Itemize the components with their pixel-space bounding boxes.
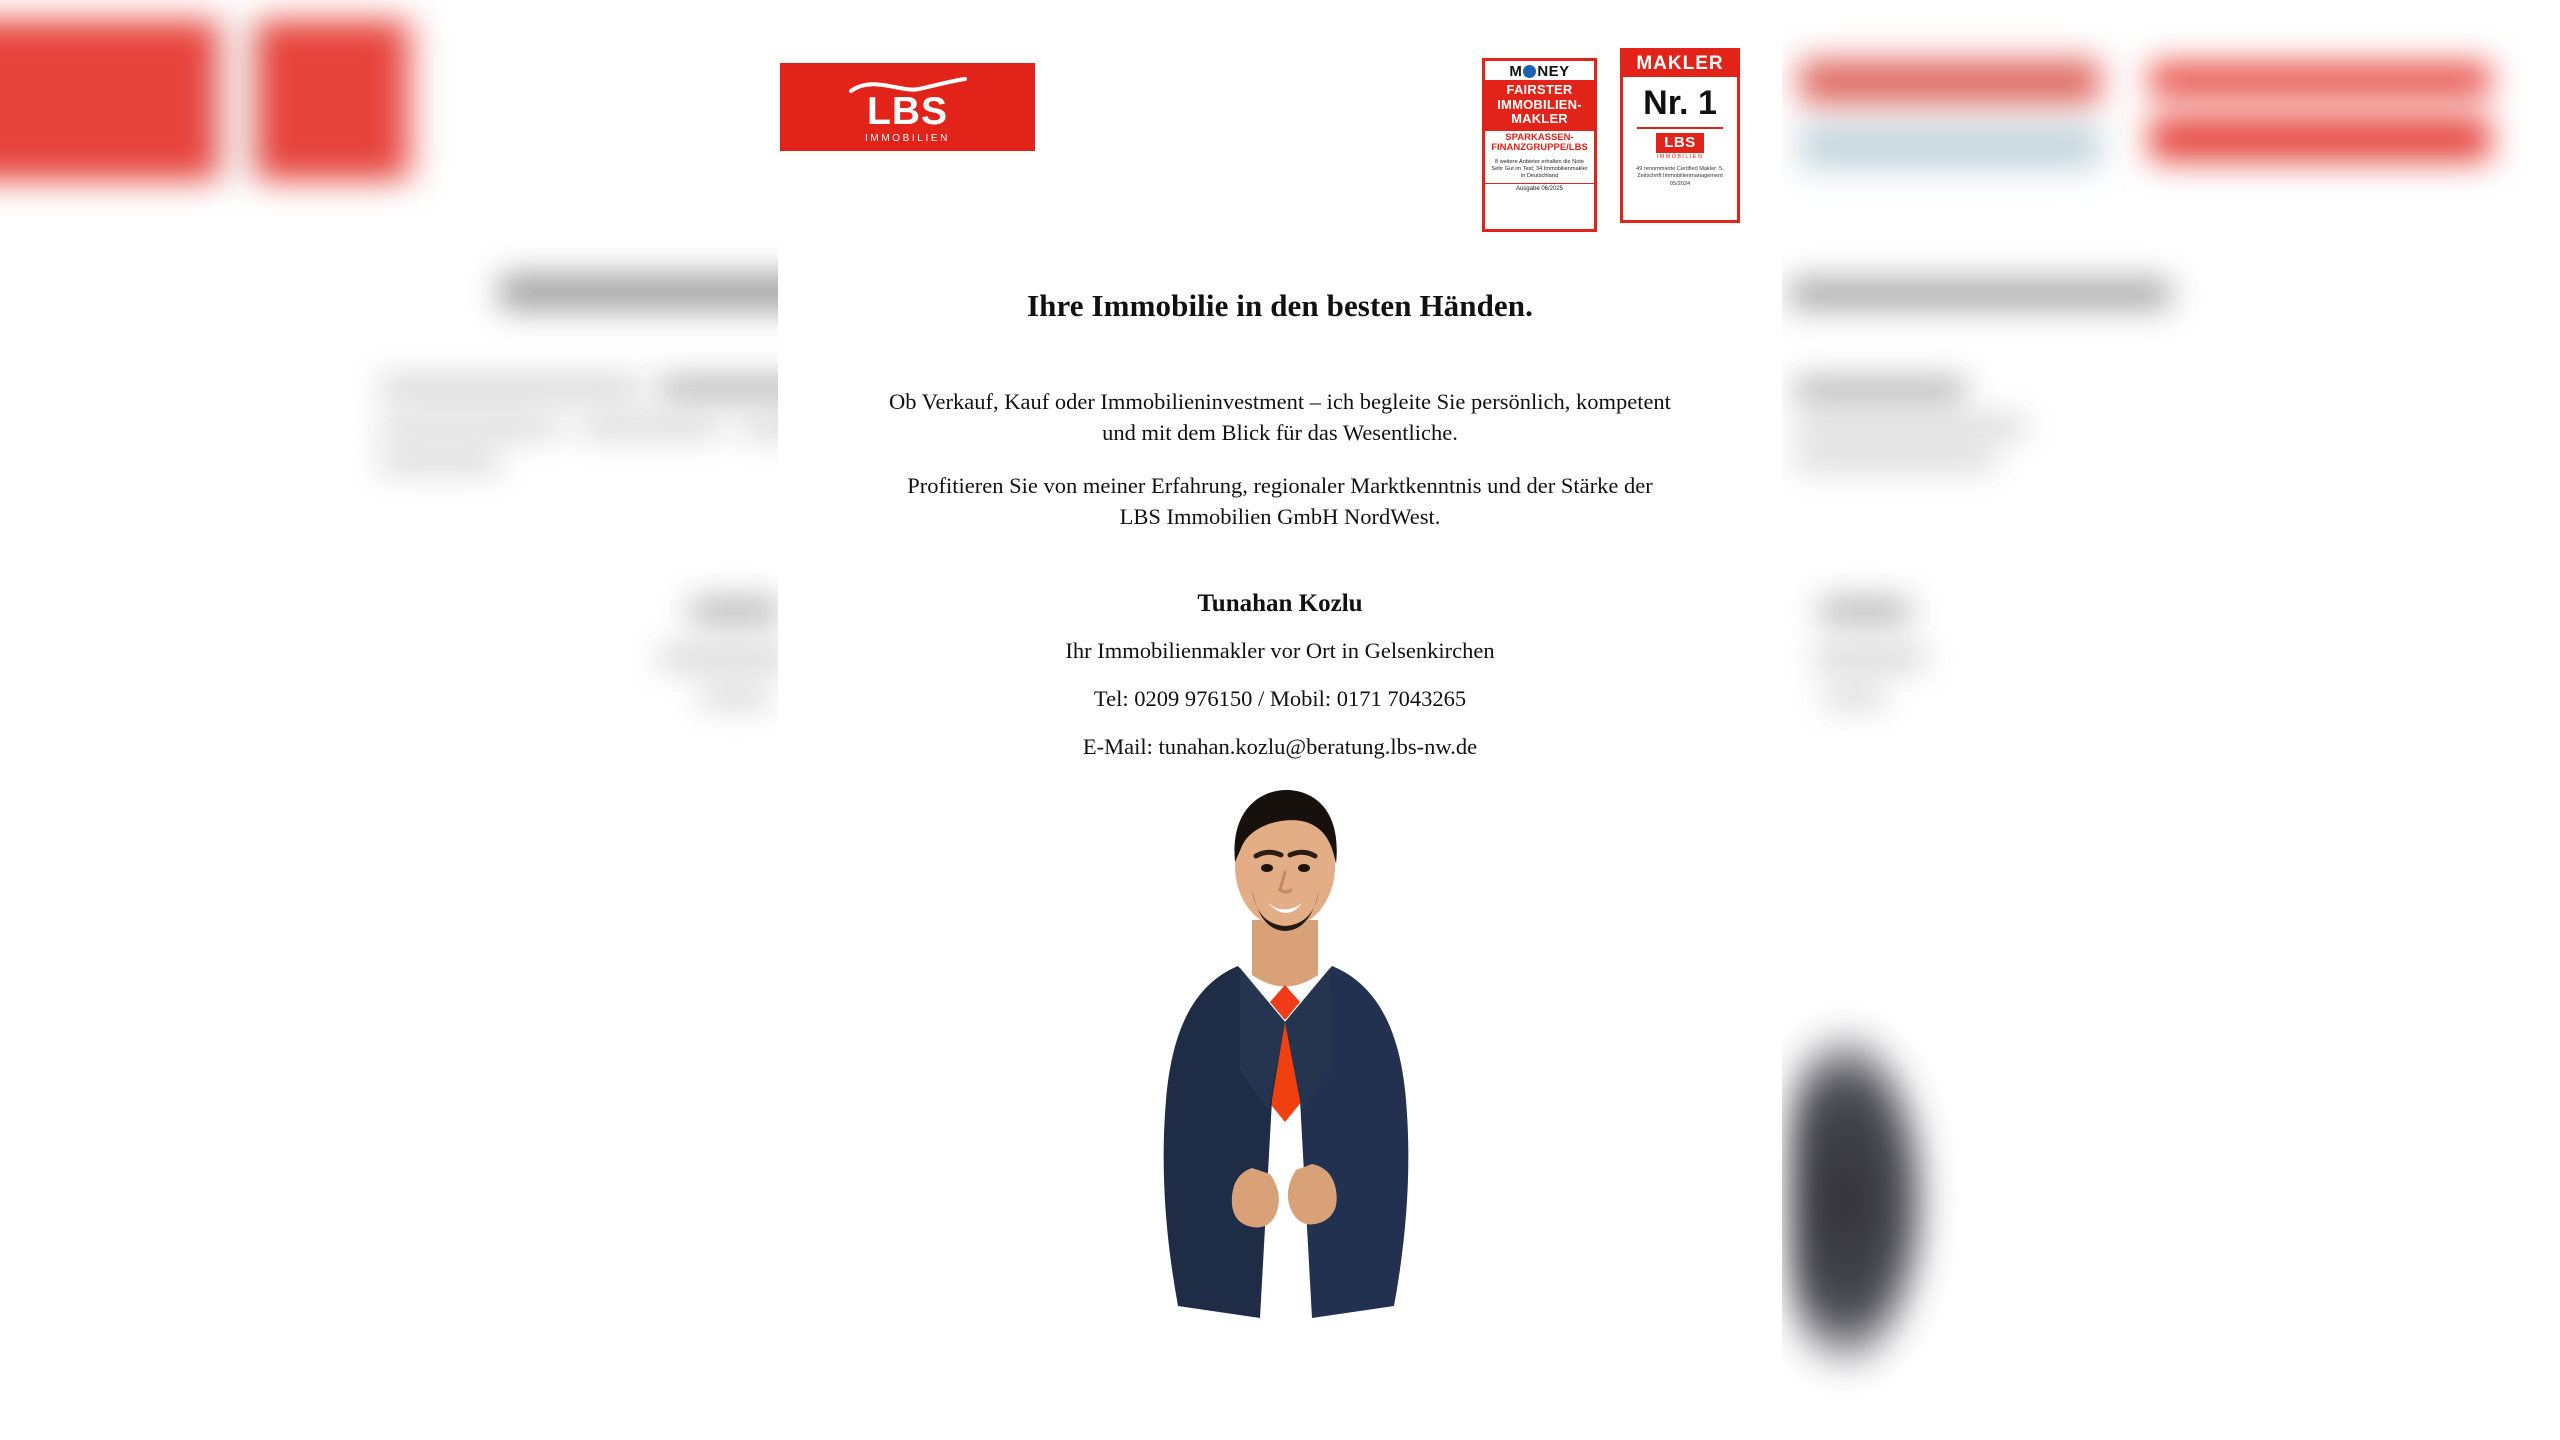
intro-paragraph-1: Ob Verkauf, Kauf oder Immobilieninvestment – ich begleite Sie persönlich, kompetent und mit dem Blick für das Wesentliche. <box>889 389 1671 445</box>
background-text-line <box>1820 600 1910 622</box>
award-line-1: FAIRSTER <box>1506 82 1573 97</box>
makler-badge-lbs-logo: LBS <box>1656 133 1704 153</box>
award-line-2: IMMOBILIEN- <box>1497 96 1582 112</box>
background-text-line <box>380 420 560 434</box>
background-text-line <box>380 455 500 469</box>
background-card-right-2 <box>2150 40 2490 220</box>
agent-name: Tunahan Kozlu <box>1197 590 1363 617</box>
background-text-line <box>1795 420 2025 434</box>
makler-badge-fine-print: 49 renommierte Certified Makler: 5. Zeitschrift Immobilienmanagement 05/2024 <box>1636 166 1724 187</box>
group-line-2: FINANZGRUPPE/LBS <box>1491 142 1588 153</box>
background-text-line <box>380 380 640 396</box>
background-text-line <box>660 650 790 666</box>
focus-money-fine-print: 8 weitere Anbieter erhalten die Note Sehr Gut im Test; 34 Immobilienmakler in Deutschland <box>1491 158 1588 179</box>
focus-money-wordmark: M NEY <box>1509 63 1570 80</box>
background-text-line <box>690 600 780 622</box>
lbs-logo-wordmark: LBS <box>867 89 948 133</box>
makler-badge-rank: Nr. 1 <box>1643 84 1717 122</box>
page-title: Ihre Immobilie in den besten Händen. <box>1027 288 1533 323</box>
document-content <box>778 0 1782 762</box>
makler-badge-title: MAKLER <box>1623 51 1737 77</box>
makler-badge-lbs-subtitle: IMMOBILIEN <box>1656 154 1704 160</box>
intro-paragraph-2: Profitieren Sie von meiner Erfahrung, regionaler Marktkenntnis und der Stärke der LBS Immobilien GmbH NordWest. <box>907 473 1653 529</box>
agent-email: E-Mail: tunahan.kozlu@beratung.lbs-nw.de <box>1082 734 1478 759</box>
background-text-line <box>580 420 720 434</box>
focus-money-issue: Ausgabe 06/2025 <box>1485 183 1594 194</box>
background-text-line <box>1815 650 1925 666</box>
background-dark-shape <box>1790 1030 1930 1370</box>
background-text-line <box>1825 690 1885 704</box>
group-line-1: SPARKASSEN- <box>1505 131 1574 143</box>
background-text-line <box>700 690 770 704</box>
background-red-banner <box>0 20 620 180</box>
background-text-line <box>1795 380 1965 400</box>
agent-phone: Tel: 0209 976150 / Mobil: 0171 7043265 <box>1093 686 1467 711</box>
lbs-logo-subtitle: IMMOBILIEN <box>865 132 950 144</box>
agent-portrait-photo <box>1100 770 1470 1370</box>
award-line-3: MAKLER <box>1511 111 1568 126</box>
background-heading-right <box>1790 280 2170 308</box>
background-text-line <box>1795 452 1995 466</box>
background-card-right-1 <box>1800 40 2100 220</box>
agent-role: Ihr Immobilienmakler vor Ort in Gelsenkirchen <box>1065 638 1495 663</box>
